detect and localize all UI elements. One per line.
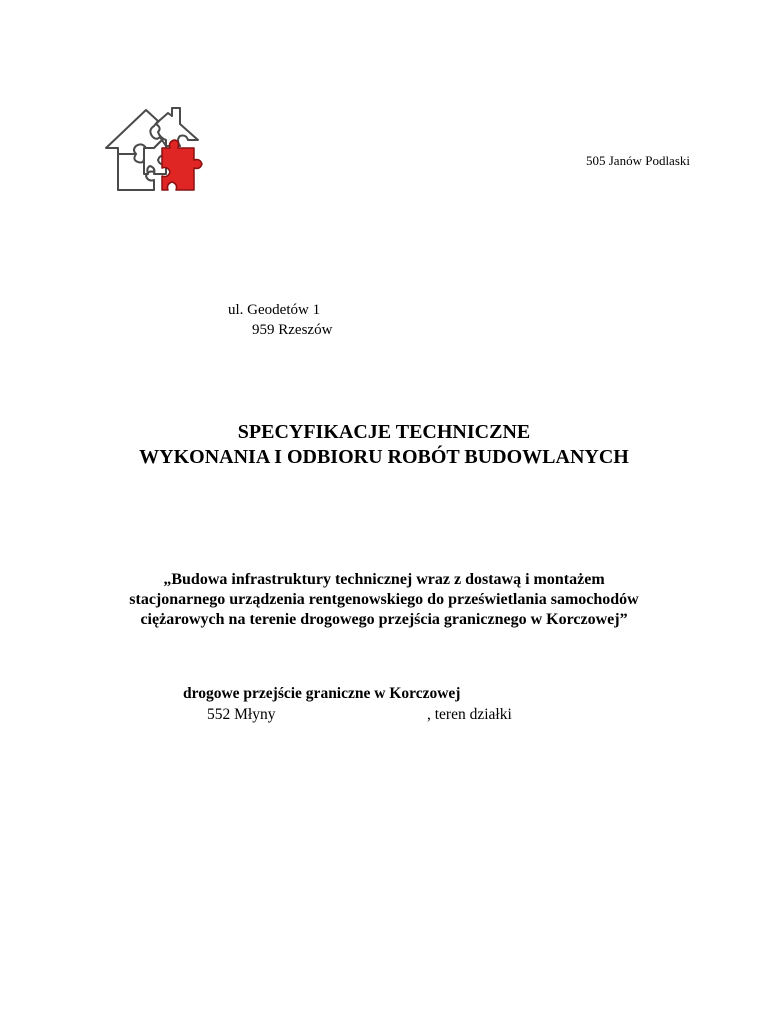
contractor-address <box>228 300 332 340</box>
location-plot: , teren działki <box>427 706 512 723</box>
location-name: drogowe przejście graniczne w Korczowej <box>183 685 461 702</box>
location-row <box>183 704 512 725</box>
project-line-3: ciężarowych na terenie drogowego przejścia granicznego w Korczowej” <box>140 611 628 628</box>
header-address: 505 Janów Podlaski <box>586 153 690 168</box>
project-line-1: „Budowa infrastruktury technicznej wraz z dostawą i montażem <box>163 571 605 588</box>
title-line-1: SPECYFIKACJE TECHNICZNE <box>237 421 531 443</box>
project-name <box>84 570 684 630</box>
title-line-2: WYKONANIA I ODBIORU ROBÓT BUDOWLANYCH <box>139 446 629 468</box>
location-city: 552 Młyny <box>207 706 276 723</box>
contractor-street: ul. Geodetów 1 <box>228 302 321 318</box>
puzzle-house-logo-icon <box>98 104 210 194</box>
document-title <box>0 420 768 470</box>
investment-location <box>183 683 512 725</box>
contractor-city: 959 Rzeszów <box>252 322 333 338</box>
project-line-2: stacjonarnego urządzenia rentgenowskiego do prześwietlania samochodów <box>129 591 639 608</box>
